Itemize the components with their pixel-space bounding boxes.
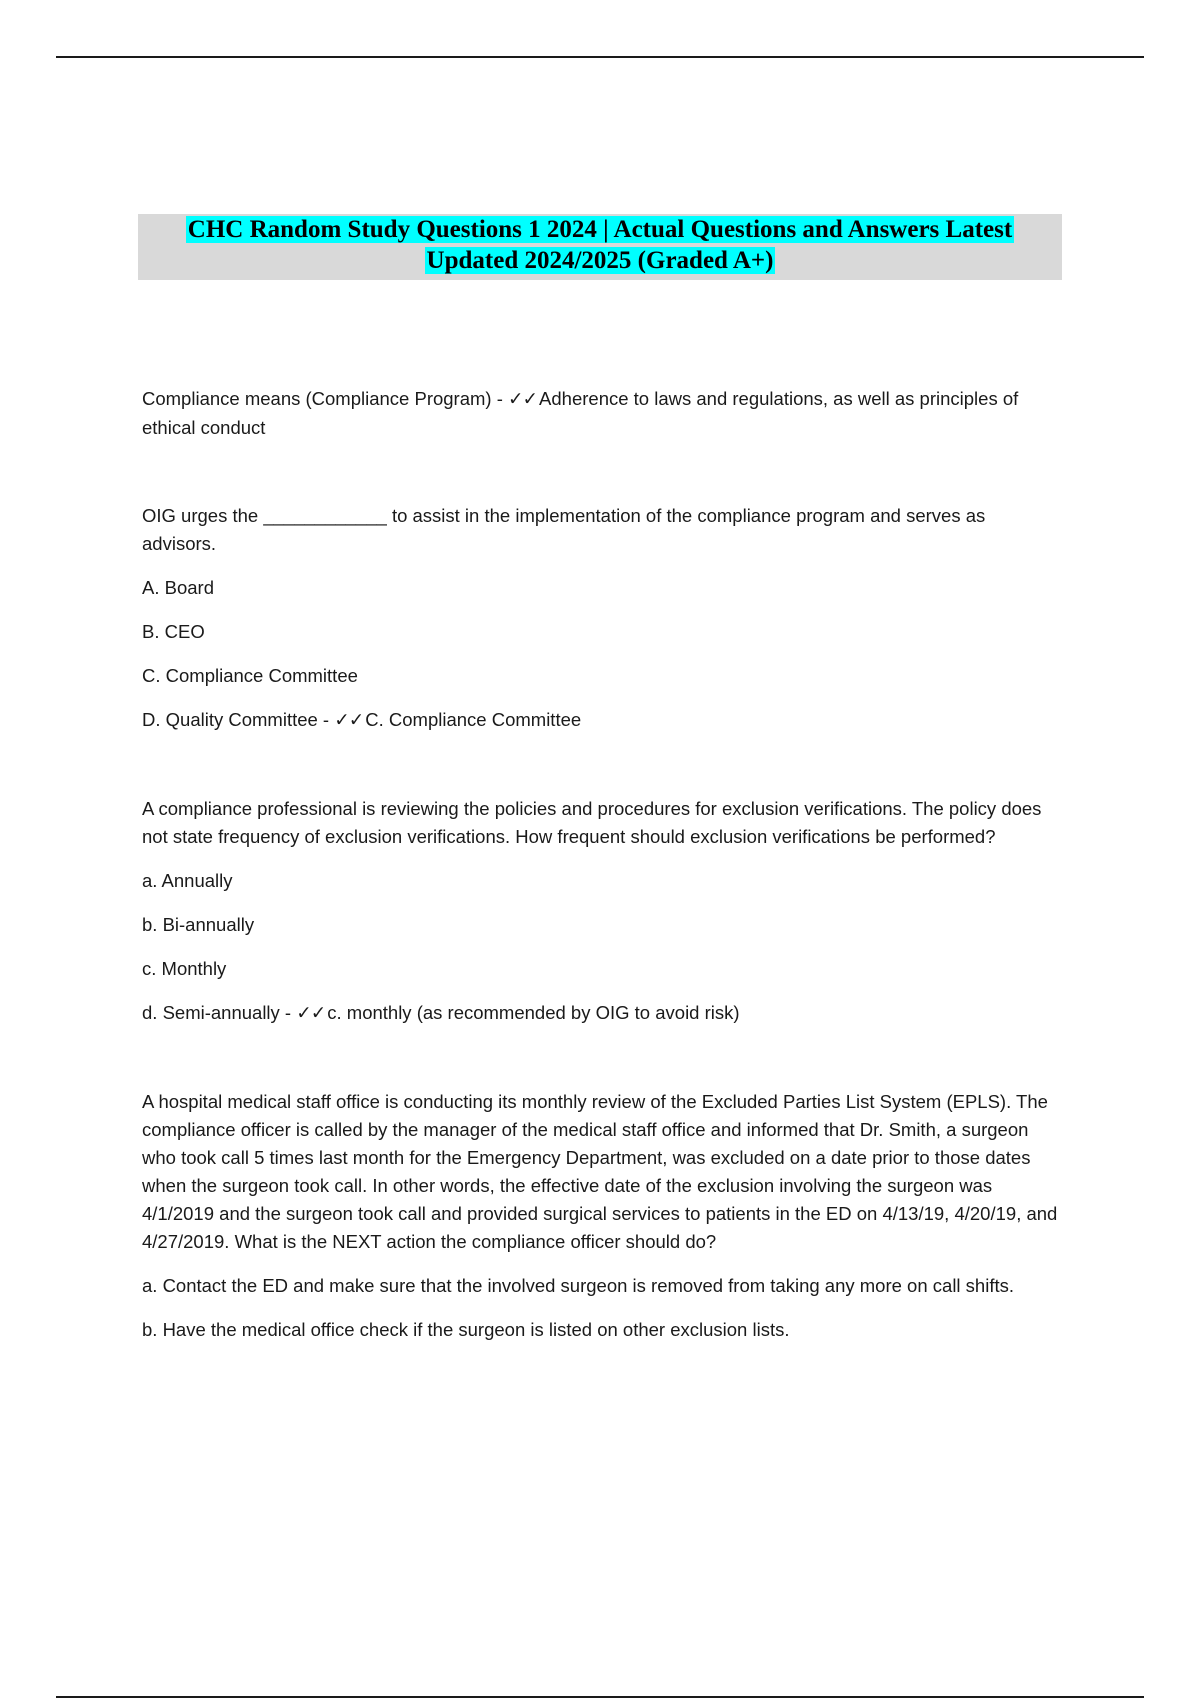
- check-mark-icon: ✓✓: [508, 389, 538, 410]
- question-3-option-b: b. Bi-annually: [142, 914, 255, 935]
- check-mark-icon: ✓✓: [296, 1003, 326, 1024]
- question-2-option-b: B. CEO: [142, 621, 205, 642]
- question-3-option-d: [142, 999, 1062, 1028]
- question-3-option-d-label: d. Semi-annually -: [142, 1002, 297, 1023]
- document-title: [138, 214, 1062, 276]
- question-2-prompt: OIG urges the ____________ to assist in the implementation of the compliance program and serves as advisors.: [142, 505, 986, 554]
- title-highlight: CHC Random Study Questions 1 2024 | Actual Questions and Answers Latest Updated 2024/2025 (Graded A+): [187, 216, 1013, 274]
- question-2-option-c: C. Compliance Committee: [142, 665, 358, 686]
- question-1: [142, 385, 1062, 442]
- question-2-answer: C. Compliance Committee: [365, 709, 582, 730]
- question-3-option-a: a. Annually: [142, 870, 233, 891]
- question-1-prompt: Compliance means (Compliance Program) -: [142, 388, 509, 409]
- question-4-prompt: A hospital medical staff office is conducting its monthly review of the Excluded Parties List System (EPLS). The compliance officer is called by the manager of the medical staff office and informed that Dr. Smith, a surgeon who took call 5 times last month for the Emergency Department, was excluded on a date prior to those dates when the surgeon took call. In other words, the effective date of the exclusion involving the surgeon was 4/1/2019 and the surgeon took call and provided surgical services to patients in the ED on 4/13/19, 4/20/19, and 4/27/2019. What is the NEXT action the compliance officer should do?: [142, 1091, 1058, 1252]
- document-title-block: [138, 214, 1062, 280]
- document-body: [142, 385, 1062, 1344]
- question-2-option-d-label: D. Quality Committee -: [142, 709, 335, 730]
- question-2-option-a: A. Board: [142, 577, 214, 598]
- question-4-option-b: b. Have the medical office check if the surgeon is listed on other exclusion lists.: [142, 1319, 790, 1340]
- question-1-answer: Adherence to laws and regulations, as well as principles of ethical conduct: [142, 388, 1019, 438]
- header-rule: [56, 56, 1144, 58]
- question-3-prompt: A compliance professional is reviewing the policies and procedures for exclusion verifications. The policy does not state frequency of exclusion verifications. How frequent should exclusion verifications be performed?: [142, 798, 1042, 847]
- check-mark-icon: ✓✓: [334, 710, 364, 731]
- question-3-answer: c. monthly (as recommended by OIG to avoid risk): [327, 1002, 740, 1023]
- question-4-option-a: a. Contact the ED and make sure that the involved surgeon is removed from taking any more on call shifts.: [142, 1275, 1014, 1296]
- footer-rule: [56, 1696, 1144, 1698]
- question-3-option-c: c. Monthly: [142, 958, 227, 979]
- question-2-option-d: [142, 706, 1062, 735]
